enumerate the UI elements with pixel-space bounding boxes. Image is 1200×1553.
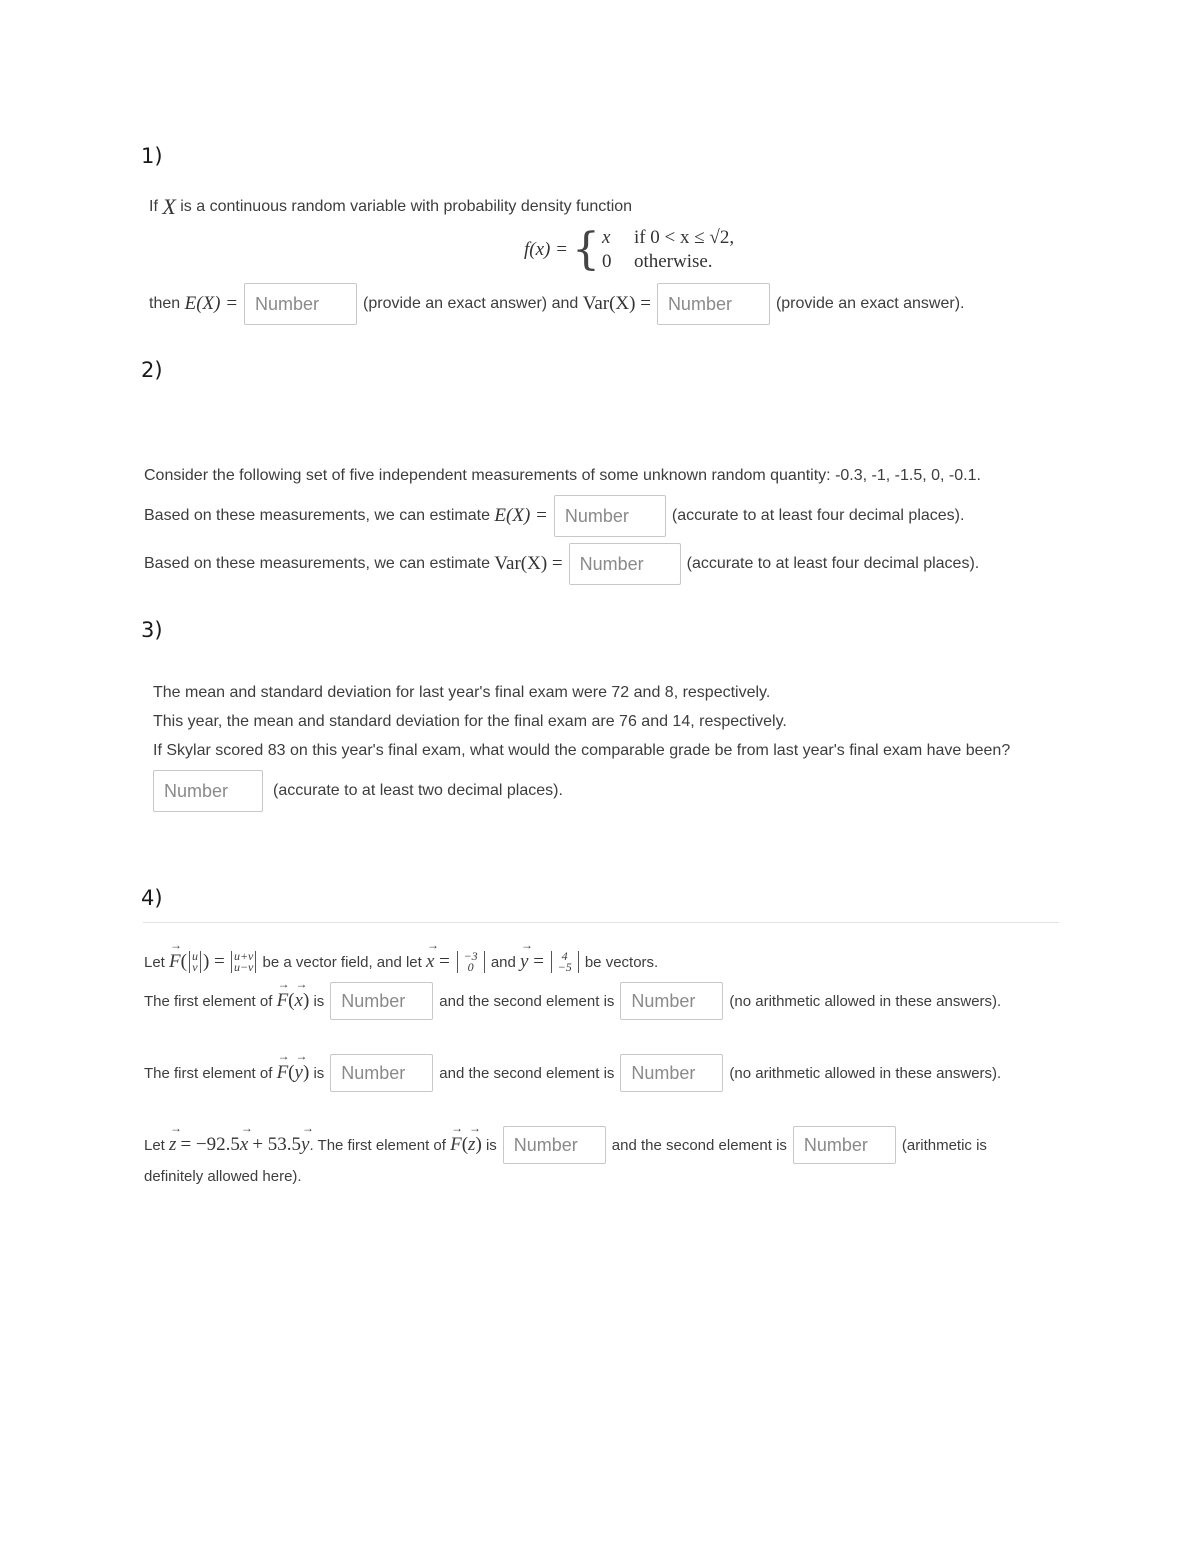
q4-Fz-arith-b: definitely allowed here). (144, 1168, 302, 1185)
q4-Fy-no-arith: (no arithmetic allowed in these answers). (729, 1064, 1002, 1082)
q4-Fx-second-input[interactable]: Number (620, 982, 723, 1020)
q1-then: then (149, 295, 181, 312)
q4-Fy-y: → y (295, 1062, 303, 1084)
q4-Fx-F: → F (277, 990, 289, 1012)
q3-line-3: If Skylar scored 83 on this year's final exam, what would the comparable grade be from last year's final exam have been? (153, 742, 1011, 759)
q2-var-input[interactable]: Number (569, 543, 681, 585)
q4-Fz-is: is (485, 1136, 497, 1154)
q4-x-vector: → x (426, 951, 434, 973)
q4-Fx-second-is: and the second element is (439, 992, 615, 1010)
q4-Fz-arith-a: (arithmetic is (901, 1136, 987, 1154)
q4-definition-line: Let → F ( u v ) = u+v u−v be a vector field, and let → x = −3 0 and → y = 4 −5 be vectors. (144, 942, 658, 982)
q4-Fy-second-is: and the second element is (439, 1064, 615, 1082)
q1-intro (149, 194, 632, 220)
q4-let: Let (144, 953, 165, 971)
q4-Fx-no-arith: (no arithmetic allowed in these answers). (729, 992, 1002, 1010)
q4-Fy-line: The first element of → F ( → y ) is Number and the second element is Number (no arithmetic allowed in these answers). (144, 1054, 1001, 1092)
q4-z-vector: → z (169, 1134, 176, 1156)
case2-condition: otherwise. (633, 251, 713, 272)
q4-Fz-second-input[interactable]: Number (793, 1126, 896, 1164)
q2-var-line (144, 543, 979, 585)
q4-field-matrix: u+v u−v (231, 951, 256, 973)
q1-pdf-formula (524, 224, 734, 276)
question-4-number: 4) (141, 886, 163, 910)
q1-ex-label: E(X) = (184, 293, 239, 314)
q4-Fx-is: is (313, 992, 325, 1010)
question-3-number: 3) (141, 618, 163, 642)
q4-divider (143, 922, 1059, 923)
q1-intro-a: If (149, 198, 158, 215)
q1-ex-input[interactable]: Number (244, 283, 357, 325)
q2-var-label: Var(X) = (494, 553, 563, 574)
q4-Fz-first-input[interactable]: Number (503, 1126, 606, 1164)
q4-Fy-F: → F (277, 1062, 289, 1084)
q4-uv-matrix: u v (189, 951, 201, 973)
q3-answer-line (147, 770, 563, 812)
q1-var-label: Var(X) = (582, 293, 651, 314)
q1-answer-line (149, 283, 964, 325)
q4-Fz-z: → z (468, 1134, 475, 1156)
q1-exact-and: (provide an exact answer) and (363, 295, 579, 312)
case1-condition: if 0 < x ≤ √2, (633, 227, 735, 248)
q4-Fy-is: is (313, 1064, 325, 1082)
q4-y-vector: → y (520, 951, 528, 973)
q2-var-prefix: Based on these measurements, we can estimate (144, 555, 490, 572)
q4-be-field: be a vector field, and let (262, 953, 422, 971)
q2-mean-label: E(X) = (494, 505, 548, 526)
q4-and: and (490, 953, 516, 971)
pdf-cases (602, 227, 734, 273)
q4-Fz-let: Let (144, 1136, 165, 1154)
question-1-number: 1) (141, 144, 163, 168)
q4-z-def: = −92.5 (180, 1134, 240, 1155)
q4-z-end: . The first element of (309, 1136, 446, 1154)
q4-Fx-line: The first element of → F ( → x ) is Number and the second element is Number (no arithmetic allowed in these answers). (144, 982, 1001, 1020)
q4-Fz-F: → F (450, 1134, 462, 1156)
q1-var-input[interactable]: Number (657, 283, 770, 325)
q2-mean-accuracy: (accurate to at least four decimal places). (671, 507, 965, 524)
q4-F-symbol: → F (169, 951, 181, 973)
q4-z-y: → y (301, 1134, 309, 1156)
q4-z-plus: + 53.5 (252, 1134, 302, 1155)
q4-z-x: → x (240, 1134, 248, 1156)
q3-accuracy: (accurate to at least two decimal places). (273, 782, 563, 799)
q4-Fy-first-input[interactable]: Number (330, 1054, 433, 1092)
q2-intro: Consider the following set of five independent measurements of some unknown random quantity: -0.3, -1, -1.5, 0, -0.1. (144, 467, 981, 484)
q1-exact-end: (provide an exact answer). (775, 295, 965, 312)
q2-mean-input[interactable]: Number (554, 495, 666, 537)
pdf-lhs: f(x) = (524, 239, 568, 260)
q4-x-matrix: −3 0 (457, 951, 485, 973)
q4-Fz-line: Let → z = −92.5 → x + 53.5 → y . The first element of → F ( → z ) is Number and the second element is Number (arithmetic is (144, 1126, 987, 1164)
q2-var-accuracy: (accurate to at least four decimal places). (686, 555, 980, 572)
q4-Fx-first-input[interactable]: Number (330, 982, 433, 1020)
q4-be-vectors: be vectors. (584, 953, 659, 971)
q1-intro-b: is a continuous random variable with probability density function (180, 198, 633, 215)
q4-Fz-second-is: and the second element is (611, 1136, 787, 1154)
q4-y-matrix: 4 −5 (551, 951, 579, 973)
q4-Fy-second-input[interactable]: Number (620, 1054, 723, 1092)
q3-line-2: This year, the mean and standard deviation for the final exam are 76 and 14, respectively. (153, 713, 787, 730)
q3-grade-input[interactable]: Number (153, 770, 263, 812)
q4-Fx-x: → x (295, 990, 303, 1012)
question-2-number: 2) (141, 358, 163, 382)
q3-line-1: The mean and standard deviation for last year's final exam were 72 and 8, respectively. (153, 684, 771, 701)
q4-Fx-first-of: The first element of (144, 992, 273, 1010)
case1-value: x (601, 227, 611, 248)
q2-mean-prefix: Based on these measurements, we can estimate (144, 507, 490, 524)
case2-value: 0 (601, 251, 612, 272)
q2-mean-line (144, 495, 964, 537)
pdf-brace-icon: { (571, 224, 600, 275)
q1-intro-var: X (162, 194, 176, 219)
q4-Fy-first-of: The first element of (144, 1064, 273, 1082)
